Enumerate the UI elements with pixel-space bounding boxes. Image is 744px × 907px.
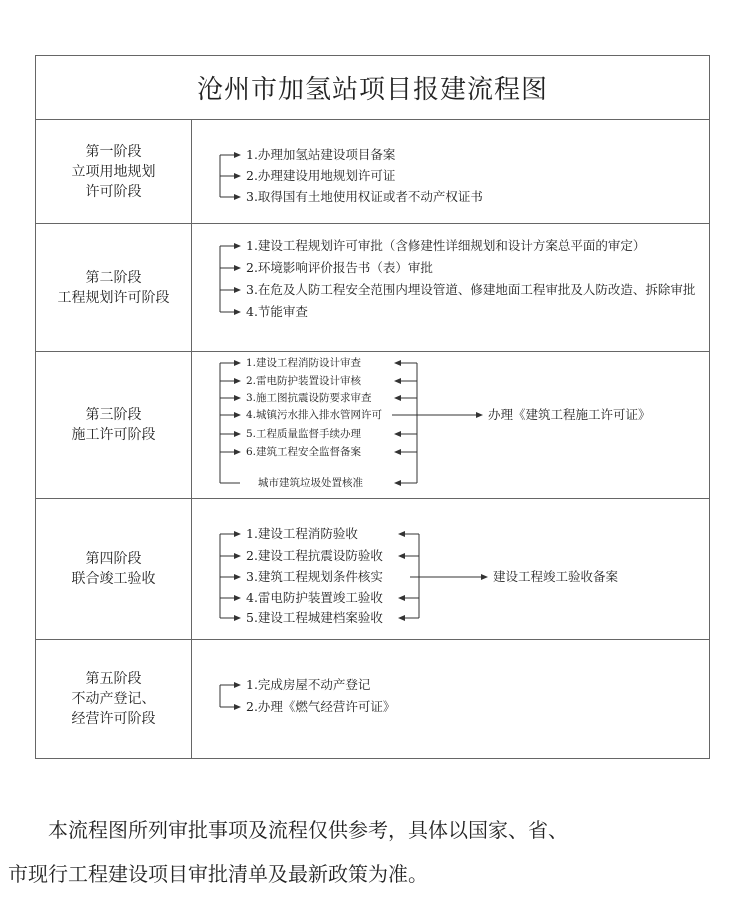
stage-4-result: 建设工程竣工验收备案 xyxy=(493,569,619,584)
footnote-line: 本流程图所列审批事项及流程仅供参考，具体以国家、省、 xyxy=(48,818,568,842)
stage-2-item: 2.环境影响评价报告书（表）审批 xyxy=(246,260,433,275)
stage-4-item: 4.雷电防护装置竣工验收 xyxy=(246,590,383,605)
stage-1-item: 3.取得国有土地使用权证或者不动产权证书 xyxy=(246,189,483,204)
stage-2-line: 工程规划许可阶段 xyxy=(57,289,170,306)
stage-2-item: 3.在危及人防工程安全范围内埋设管道、修建地面工程审批及人防改造、拆除审批 xyxy=(246,282,696,297)
stage-2-item: 1.建设工程规划许可审批（含修建性详细规划和设计方案总平面的审定） xyxy=(246,238,646,253)
stage-4-item: 2.建设工程抗震设防验收 xyxy=(246,548,383,563)
stage-3-item: 5.工程质量监督手续办理 xyxy=(246,428,362,440)
stage-4-line: 联合竣工验收 xyxy=(71,571,156,587)
stage-5-line: 经营许可阶段 xyxy=(71,711,156,727)
stage-3-item: 城市建筑垃圾处置核准 xyxy=(258,477,363,489)
stage-3-line: 施工许可阶段 xyxy=(71,427,156,443)
stage-3-item: 1.建设工程消防设计审查 xyxy=(246,357,362,369)
stage-1-item: 2.办理建设用地规划许可证 xyxy=(246,168,396,183)
stage-1-line: 立项用地规划 xyxy=(71,163,156,180)
stage-4-item: 5.建设工程城建档案验收 xyxy=(246,610,383,625)
stage-1-line: 许可阶段 xyxy=(85,183,142,200)
footnote xyxy=(0,808,744,896)
stage-5-item: 2.办理《燃气经营许可证》 xyxy=(246,699,396,714)
stage-5-line: 第五阶段 xyxy=(85,671,142,687)
stage-5-item: 1.完成房屋不动产登记 xyxy=(246,677,371,692)
stage-3-line: 第三阶段 xyxy=(85,407,142,423)
stage-3-item: 2.雷电防护装置设计审核 xyxy=(246,375,362,387)
stage-3-result: 办理《建筑工程施工许可证》 xyxy=(488,407,651,422)
stage-4-line: 第四阶段 xyxy=(85,551,142,567)
stage-4-item: 3.建筑工程规划条件核实 xyxy=(246,569,383,584)
diagram-title: 沧州市加氢站项目报建流程图 xyxy=(196,74,548,105)
stage-5-line: 不动产登记、 xyxy=(71,691,156,707)
stage-1-line: 第一阶段 xyxy=(85,143,142,160)
footnote-line: 市现行工程建设项目审批清单及最新政策为准。 xyxy=(8,862,428,886)
stage-1-item: 1.办理加氢站建设项目备案 xyxy=(246,147,396,162)
stage-3-item: 3.施工图抗震设防要求审查 xyxy=(246,392,372,404)
stage-2-line: 第二阶段 xyxy=(85,269,142,286)
stage-3-item: 6.建筑工程安全监督备案 xyxy=(246,446,362,458)
stage-3-item: 4.城镇污水排入排水管网许可 xyxy=(246,409,383,421)
stage-2-item: 4.节能审查 xyxy=(246,304,308,319)
stage-4-item: 1.建设工程消防验收 xyxy=(246,526,358,541)
